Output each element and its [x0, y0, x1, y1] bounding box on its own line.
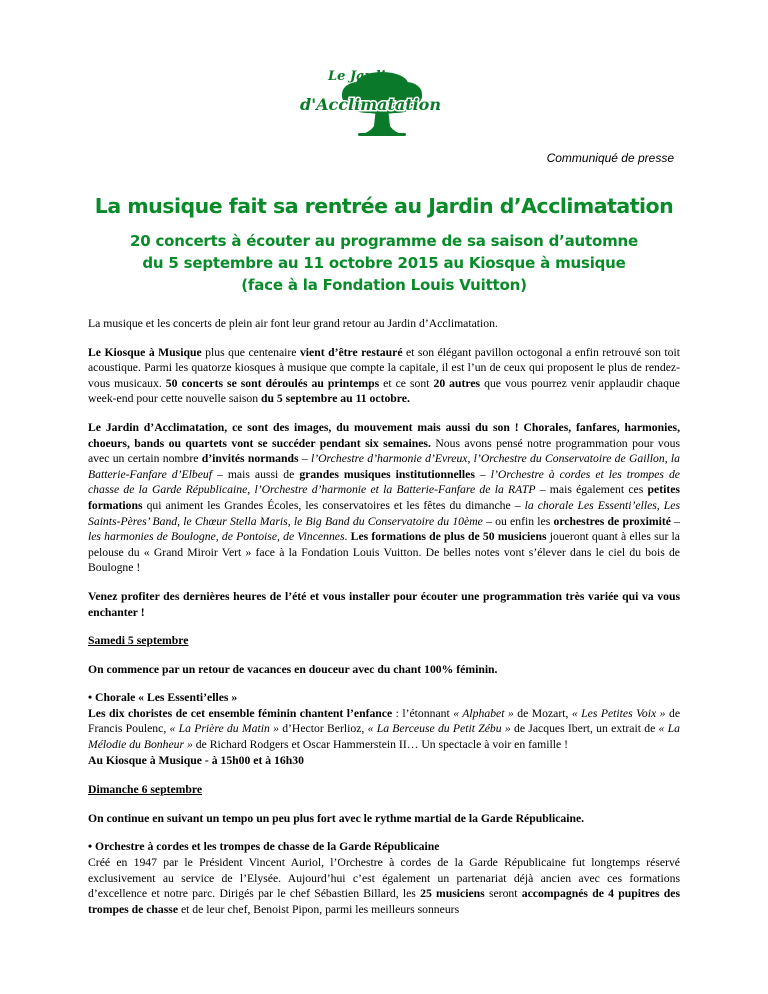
day-heading-sunday: Dimanche 6 septembre: [88, 783, 203, 797]
intro-paragraph: La musique et les concerts de plein air font leur grand retour au Jardin d’Acclimatation.: [88, 317, 498, 330]
kiosque-paragraph: Le Kiosque à Musique plus que centenaire vient d’être restauré et son élégant pavillon octogonal a enfin retrouvé son toit acoustique. Parmi les quatorze kiosques à musique que compte la capitale, il est l’un de ceux qui proposent le plus de rendez-vous musicaux. 50 concerts se sont déroulés au printemps et ce sont 20 autres que vous pourrez venir applaudir chaque week-end pour cette nouvelle saison du 5 septembre au 11 octobre.: [88, 345, 680, 406]
svg-text:Le Jardin: Le Jardin: [328, 69, 395, 84]
page-title: La musique fait sa rentrée au Jardin d’Acclimatation: [94, 194, 674, 218]
event-garde-republicaine: • Orchestre à cordes et les trompes de chasse de la Garde Républicaine Créé en 1947 par le Président Vincent Auriol, l’Orchestre à cordes de la Garde Républicaine fut longtemps réservé exclusivement au service de l’Elysée. Aujourd’hui c’est également un partenariat déjà ancien avec ces formations d’excellence et notre parc. Dirigés par le chef Sébastien Billard, les 25 musiciens seront accompagnés de 4 pupitres des trompes de chasse et de leur chef, Benoist Pipon, parmi les meilleurs sonneurs: [88, 840, 681, 916]
event-title: • Chorale « Les Essenti’elles »: [88, 691, 238, 705]
page-subtitle: [0, 230, 768, 296]
svg-text:d'Acclimatation: d'Acclimatation: [300, 95, 441, 114]
event-title: • Orchestre à cordes et les trompes de chasse de la Garde Républicaine: [88, 840, 440, 854]
day-intro-sunday: On continue en suivant un tempo un peu plus fort avec le rythme martial de la Garde Républicaine.: [88, 811, 585, 825]
event-essentielles: • Chorale « Les Essenti’elles » Les dix choristes de cet ensemble féminin chantent l’enfance : l’étonnant « Alphabet » de Mozart, « Les Petites Voix » de Francis Poulenc, « La Prière du Matin » d’Hector Berlioz, « La Berceuse du Petit Zébu » de Jacques Ibert, un extrait de « La Mélodie du Bonheur » de Richard Rodgers et Oscar Hammerstein II… Un spectacle à voir en famille ! Au Kiosque à Musique - à 15h00 et à 16h30: [88, 691, 680, 767]
programme-paragraph: Le Jardin d’Acclimatation, ce sont des images, du mouvement mais aussi du son ! Chorales, fanfares, harmonies, choeurs, bands ou quartets vont se succéder pendant six semaines. Nous avons pensé notre programmation pour vous avec un certain nombre d’invités normands – l’Orchestre d’harmonie d’Evreux, l’Orchestre du Conservatoire de Gaillon, la Batterie-Fanfare d’Elbeuf – mais aussi de grandes musiques institutionnelles – l’Orchestre à cordes et les trompes de chasse de la Garde Républicaine, l’Orchestre d’harmonie et la Batterie-Fanfare de la RATP – mais également ces petites formations qui animent les Grandes Écoles, les conservatoires et les fêtes du dimanche – la chorale Les Essenti’elles, Les Saints-Pères’ Band, le Chœur Stella Maris, le Big Band du Conservatoire du 10ème – ou enfin les orchestres de proximité – les harmonies de Boulogne, de Pontoise, de Vincennes. Les formations de plus de 50 musiciens joueront quant à elles sur la pelouse du « Grand Miroir Vert » face à la Fondation Louis Vuitton. De belles notes vont s’élever dans le ciel du bois de Boulogne !: [88, 420, 681, 575]
day-intro-saturday: On commence par un retour de vacances en douceur avec du chant 100% féminin.: [88, 662, 498, 676]
subtitle-line: 20 concerts à écouter au programme de sa saison d’automne: [129, 232, 638, 250]
event-location: Au Kiosque à Musique - à 15h00 et à 16h30: [88, 753, 304, 767]
document-body: [88, 316, 680, 930]
press-release-label: Communiqué de presse: [546, 151, 674, 165]
tree-logo-icon: [298, 62, 466, 138]
day-heading-saturday: Samedi 5 septembre: [88, 634, 189, 648]
invitation-paragraph: Venez profiter des dernières heures de l’été et vous installer pour écouter une programmation très variée qui va vous enchanter !: [88, 589, 680, 619]
jardin-logo: [298, 62, 466, 138]
subtitle-line: (face à la Fondation Louis Vuitton): [241, 276, 527, 294]
subtitle-line: du 5 septembre au 11 octobre 2015 au Kiosque à musique: [142, 254, 626, 272]
